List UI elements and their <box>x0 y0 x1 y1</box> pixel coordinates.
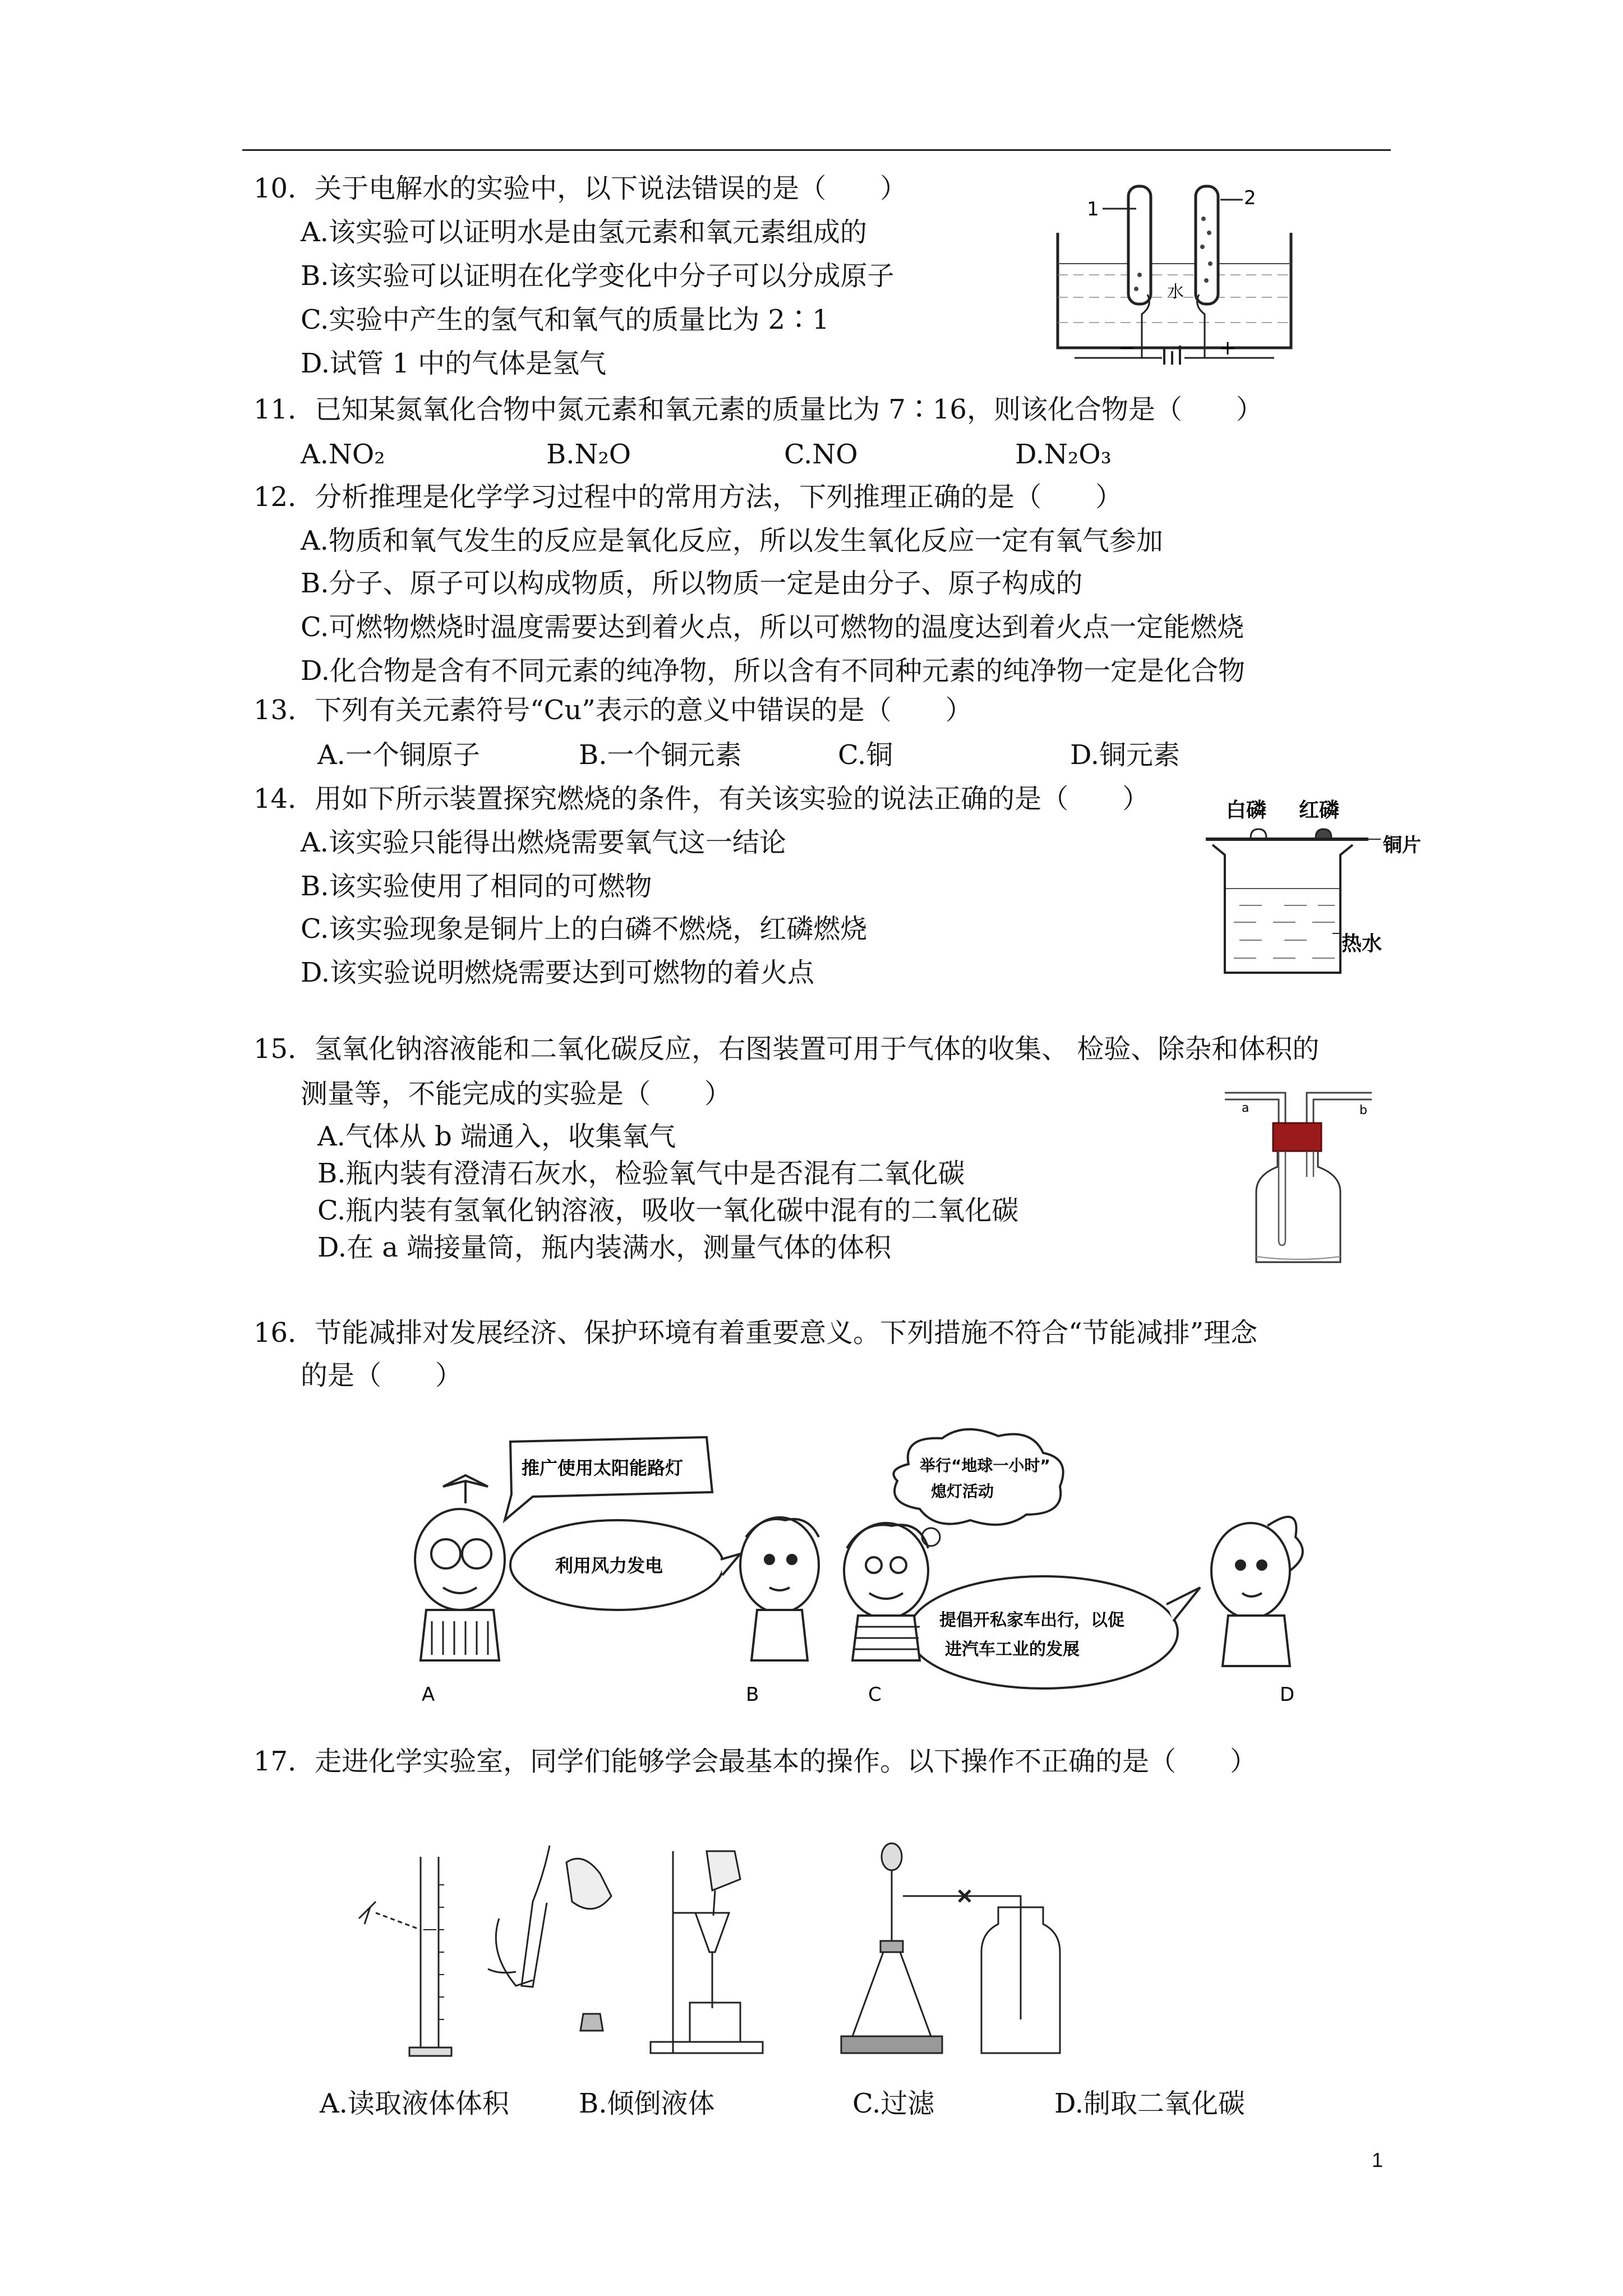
q14-option-d: D.该实验说明燃烧需要达到可燃物的着火点 <box>301 957 815 988</box>
q14-option-b: B.该实验使用了相同的可燃物 <box>301 871 652 902</box>
q10-option-b: B.该实验可以证明在化学变化中分子可以分成原子 <box>301 260 895 292</box>
q15-stem-line2: 测量等，不能完成的实验是（ ） <box>301 1078 732 1110</box>
q17-stem: 17．走进化学实验室，同学们能够学会最基本的操作。以下操作不正确的是（ ） <box>253 1746 1257 1777</box>
cartoon-label-a: A <box>422 1683 435 1705</box>
minus-label: − <box>1118 337 1136 360</box>
white-phosphorus-label: 白磷 <box>1226 799 1267 822</box>
q17-option-a: A.读取液体体积 <box>320 2088 509 2119</box>
filtration-drawing <box>651 1851 763 2053</box>
tube-label-2: 2 <box>1244 187 1256 209</box>
combustion-experiment-figure <box>1200 793 1424 984</box>
cartoon-label-b: B <box>746 1683 759 1705</box>
q10-option-a: A.该实验可以证明水是由氢元素和氧元素组成的 <box>301 217 867 248</box>
header-rule <box>242 149 1391 151</box>
q12-option-c: C.可燃物燃烧时温度需要达到着火点，所以可燃物的温度达到着火点一定能燃烧 <box>301 611 1244 643</box>
q11-option-a: A.NO₂ <box>301 439 385 470</box>
q13-option-d: D.铜元素 <box>1070 739 1181 771</box>
red-phosphorus-label: 红磷 <box>1299 799 1340 822</box>
bubble-d-text-line2: 进汽车工业的发展 <box>945 1640 1080 1659</box>
q10-option-c: C.实验中产生的氢气和氧气的质量比为 2∶1 <box>301 304 829 335</box>
q16-stem-line1: 16．节能减排对发展经济、保护环境有着重要意义。下列措施不符合“节能减排”理念 <box>253 1317 1258 1349</box>
q13-option-b: B.一个铜元素 <box>579 739 742 771</box>
graduated-cylinder-drawing <box>359 1857 451 2056</box>
q12-option-d: D.化合物是含有不同元素的纯净物，所以含有不同种元素的纯净物一定是化合物 <box>301 655 1246 687</box>
q13-option-c: C.铜 <box>838 739 893 771</box>
q16-stem-line2: 的是（ ） <box>301 1360 463 1391</box>
q11-option-c: C.NO <box>784 439 858 470</box>
q13-stem: 13．下列有关元素符号“Cu”表示的意义中错误的是（ ） <box>253 694 972 726</box>
q15-option-c: C.瓶内装有氢氧化钠溶液，吸收一氧化碳中混有的二氧化碳 <box>317 1195 1019 1226</box>
q12-stem: 12．分析推理是化学学习过程中的常用方法，下列推理正确的是（ ） <box>253 481 1123 513</box>
page-number: 1 <box>1372 2148 1384 2171</box>
bubble-b-text: 利用风力发电 <box>555 1555 663 1576</box>
tube-label-1: 1 <box>1087 198 1099 220</box>
q12-option-b: B.分子、原子可以构成物质，所以物质一定是由分子、原子构成的 <box>301 568 1083 599</box>
q15-option-a: A.气体从 b 端通入，收集氧气 <box>317 1121 676 1152</box>
gas-washing-bottle-figure <box>1223 1077 1380 1268</box>
child-c-drawing <box>844 1523 928 1660</box>
child-b-drawing <box>740 1517 819 1660</box>
hot-water-label: 热水 <box>1341 932 1382 955</box>
cartoon-label-d: D <box>1280 1683 1295 1705</box>
q13-option-a: A.一个铜原子 <box>317 739 480 771</box>
bubble-c-text-line1: 举行“地球一小时” <box>920 1456 1050 1475</box>
bubble-d-text-line1: 提倡开私家车出行，以促 <box>939 1611 1124 1630</box>
copper-sheet-label: 铜片 <box>1383 834 1421 857</box>
q14-option-c: C.该实验现象是铜片上的白磷不燃烧，红磷燃烧 <box>301 913 868 945</box>
q11-option-d: D.N₂O₃ <box>1015 439 1112 470</box>
end-a-label: a <box>1242 1101 1249 1115</box>
q14-stem: 14．用如下所示装置探究燃烧的条件，有关该实验的说法正确的是（ ） <box>253 783 1150 815</box>
co2-generation-drawing <box>841 1843 1060 2053</box>
q11-stem: 11．已知某氮氧化合物中氮元素和氧元素的质量比为 7∶16，则该化合物是（ ） <box>253 394 1263 425</box>
q15-stem-line1: 15．氢氧化钠溶液能和二氧化碳反应，右图装置可用于气体的收集、 检验、除杂和体积的 <box>253 1033 1320 1065</box>
q11-option-b: B.N₂O <box>546 439 631 470</box>
q15-option-b: B.瓶内装有澄清石灰水，检验氧气中是否混有二氧化碳 <box>317 1158 965 1189</box>
cartoon-label-c: C <box>868 1683 882 1705</box>
lab-operations-figure <box>348 1840 1267 2064</box>
pouring-liquid-drawing <box>488 1846 611 2031</box>
child-d-drawing <box>1211 1517 1303 1666</box>
q17-option-c: C.过滤 <box>852 2088 935 2119</box>
electrolysis-apparatus-figure <box>1052 180 1297 365</box>
q17-option-d: D.制取二氧化碳 <box>1054 2088 1246 2119</box>
q10-stem: 10．关于电解水的实验中，以下说法错误的是（ ） <box>253 173 907 204</box>
q15-option-d: D.在 a 端接量筒，瓶内装满水，测量气体的体积 <box>317 1232 892 1263</box>
q10-option-d: D.试管 1 中的气体是氢气 <box>301 348 607 379</box>
q14-option-a: A.该实验只能得出燃烧需要氧气这一结论 <box>301 827 786 858</box>
bubble-a-text: 推广使用太阳能路灯 <box>522 1457 684 1479</box>
end-b-label: b <box>1359 1103 1367 1117</box>
q17-option-b: B.倾倒液体 <box>579 2088 715 2119</box>
water-label: 水 <box>1167 282 1184 302</box>
bubble-c-text-line2: 熄灯活动 <box>931 1482 994 1501</box>
plus-label: + <box>1219 337 1237 360</box>
q12-option-a: A.物质和氧气发生的反应是氧化反应，所以发生氧化反应一定有氧气参加 <box>301 525 1163 556</box>
energy-saving-cartoon-figure <box>393 1425 1346 1705</box>
child-a-drawing <box>415 1475 505 1660</box>
